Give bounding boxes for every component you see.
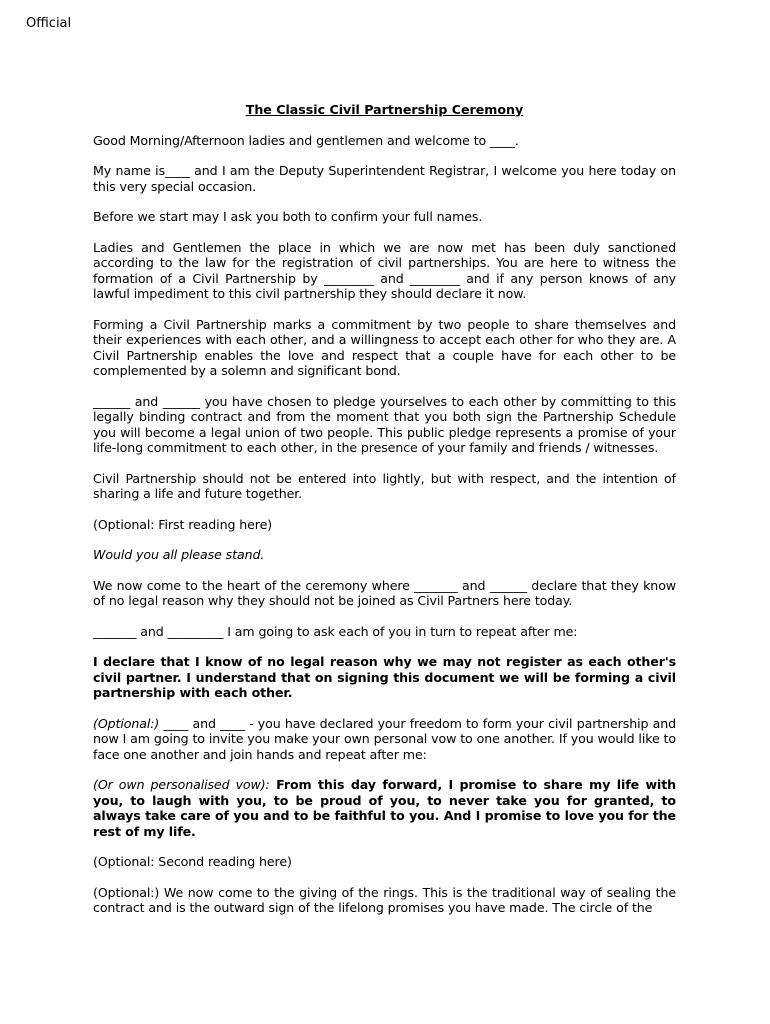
pledge-paragraph: ______ and ______ you have chosen to pledge yourselves to each other by committing to this legally binding contract and from the moment that you both sign the Partnership Schedule you will become a legal union of two people. This public pledge represents a promise of your life-long commitment to each other, in the presence of your family and friends / witnesses. bbox=[93, 393, 676, 455]
first-reading-note: (Optional: First reading here) bbox=[93, 516, 273, 532]
official-label: Official bbox=[26, 16, 72, 31]
personalised-vow-prefix: (Or own personalised vow): bbox=[93, 777, 270, 792]
please-stand-instruction: Would you all please stand. bbox=[93, 547, 265, 562]
heart-of-ceremony-paragraph: We now come to the heart of the ceremony where _______ and ______ declare that they know of no legal reason why they should not be joined as Civil Partners here today. bbox=[93, 577, 676, 608]
personal-vow-invitation bbox=[93, 716, 676, 763]
respect-paragraph: Civil Partnership should not be entered into lightly, but with respect, and the intention of sharing a life and future together. bbox=[93, 470, 676, 501]
vow-invitation-text: ____ and ____ - you have declared your freedom to form your civil partnership and now I am going to invite you make your own personal vow to one another. If you would like to face one another and join hands and repeat after me: bbox=[93, 715, 676, 762]
sanction-paragraph: Ladies and Gentlemen the place in which we are now met has been duly sanctioned according to the law for the registration of civil partnerships. You are here to witness the formation of a Civil Partnership by ________ and ________ and if any person knows of any lawful impediment to this civil partnership they should declare it now. bbox=[93, 239, 676, 301]
repeat-after-me-paragraph: _______ and _________ I am going to ask each of you in turn to repeat after me: bbox=[93, 623, 578, 639]
ceremony-document bbox=[93, 102, 676, 931]
second-reading-note: (Optional: Second reading here) bbox=[93, 854, 292, 869]
declaration-statement: I declare that I know of no legal reason why we may not register as each other's civil partner. I understand that on signing this document we will be forming a civil partnership with each other. bbox=[93, 654, 676, 700]
rings-paragraph: (Optional:) We now come to the giving of the rings. This is the traditional way of sealing the contract and is the outward sign of the lifelong promises you have made. The circle of the bbox=[93, 884, 676, 915]
optional-prefix: (Optional:) bbox=[93, 715, 160, 731]
confirm-names-paragraph: Before we start may I ask you both to confirm your full names. bbox=[93, 209, 483, 224]
welcome-paragraph: Good Morning/Afternoon ladies and gentlemen and welcome to ____. bbox=[93, 132, 519, 148]
commitment-paragraph: Forming a Civil Partnership marks a commitment by two people to share themselves and their experiences with each other, and a willingness to accept each other for who they are. A Civil Partnership enables the love and respect that a couple have for each other to be complemented by a solemn and significant bond. bbox=[93, 316, 676, 378]
vow-paragraph bbox=[93, 777, 676, 839]
vow-text: From this day forward, I promise to share my life with you, to laugh with you, to be proud of you, to never take you for granted, to always take care of you and to be faithful to you. And I promise to love you for the rest of my life. bbox=[93, 777, 676, 839]
document-title: The Classic Civil Partnership Ceremony bbox=[245, 102, 524, 117]
registrar-intro-paragraph: My name is____ and I am the Deputy Superintendent Registrar, I welcome you here today on this very special occasion. bbox=[93, 163, 676, 194]
